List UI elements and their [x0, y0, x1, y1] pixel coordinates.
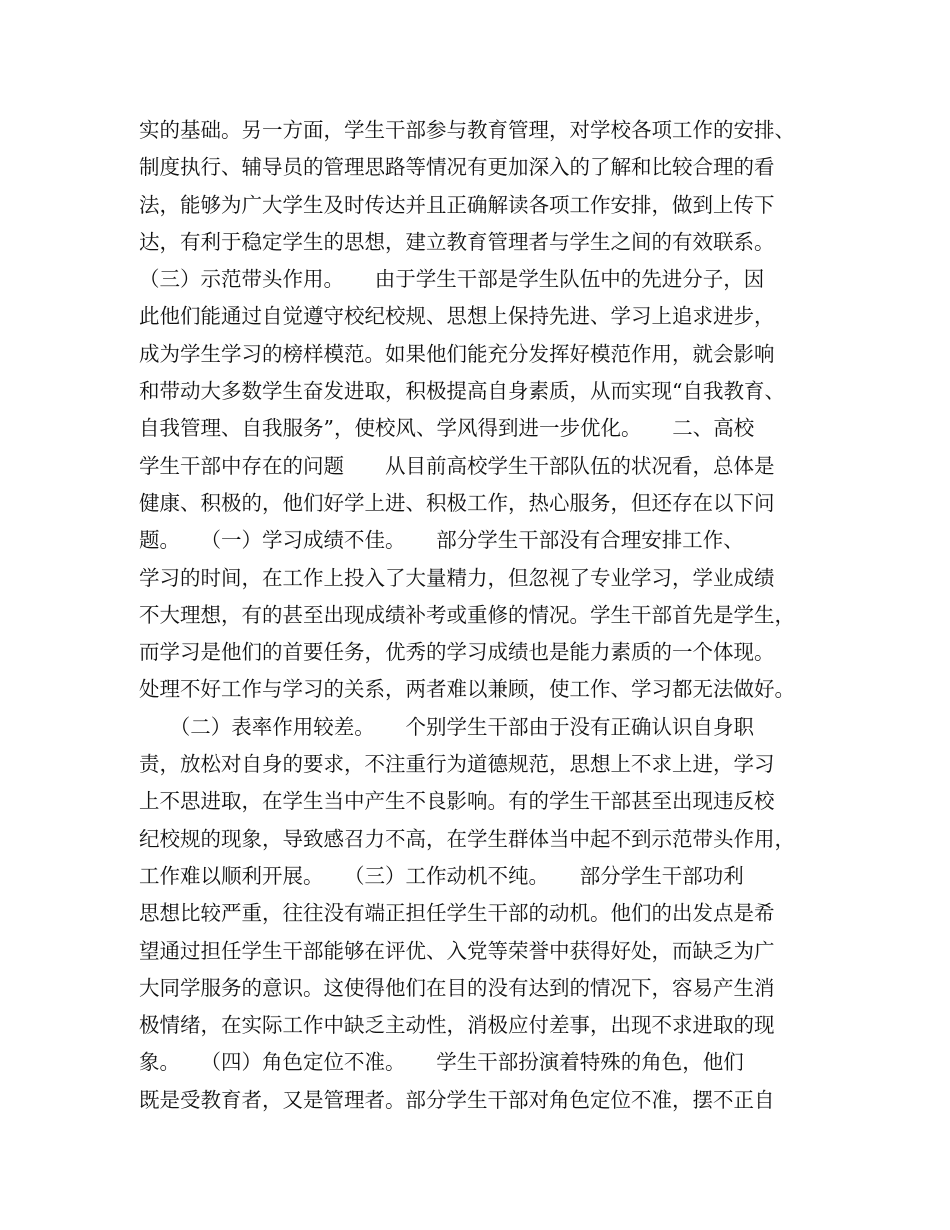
text-line: 望通过担任学生干部能够在评优、入党等荣誉中获得好处，而缺乏为广 — [139, 938, 775, 963]
text-line: 题。 （一）学习成绩不佳。 部分学生干部没有合理安排工作、 — [139, 528, 744, 553]
text-line: 实的基础。另一方面，学生干部参与教育管理，对学校各项工作的安排、 — [139, 118, 795, 142]
text-line: 健康、积极的，他们好学上进、积极工作，热心服务，但还存在以下问 — [139, 490, 775, 515]
text-line: 学习的时间，在工作上投入了大量精力，但忽视了专业学习，学业成绩 — [139, 565, 775, 590]
text-line: （三）示范带头作用。 由于学生干部是学生队伍中的先进分子，因 — [139, 267, 765, 292]
text-line: 大同学服务的意识。这使得他们在目的没有达到的情况下，容易产生消 — [139, 975, 775, 1000]
text-line: 达，有利于稳定学生的思想，建立教育管理者与学生之间的有效联系。 — [139, 229, 775, 254]
text-line: 工作难以顺利开展。 （三）工作动机不纯。 部分学生干部功利 — [139, 863, 744, 888]
text-line: 成为学生学习的榜样模范。如果他们能充分发挥好模范作用，就会影响 — [139, 341, 775, 366]
text-line: 处理不好工作与学习的关系，两者难以兼顾，使工作、学习都无法做好。 — [139, 677, 795, 702]
text-line: 责，放松对自身的要求，不注重行为道德规范，思想上不求上进，学习 — [139, 752, 775, 777]
text-line: 此他们能通过自觉遵守校纪校规、思想上保持先进、学习上追求进步， — [139, 304, 775, 329]
text-line: 制度执行、辅导员的管理思路等情况有更加深入的了解和比较合理的看 — [139, 155, 775, 180]
text-line: 思想比较严重，往往没有端正担任学生干部的动机。他们的出发点是希 — [139, 901, 775, 926]
text-line: 和带动大多数学生奋发进取，积极提高自身素质，从而实现“自我教育、 — [139, 379, 785, 404]
text-line: 学生干部中存在的问题 从目前高校学生干部队伍的状况看，总体是 — [139, 453, 775, 478]
text-line: （二）表率作用较差。 个别学生干部由于没有正确认识自身职 — [139, 714, 754, 739]
text-line: 上不思进取，在学生当中产生不良影响。有的学生干部甚至出现违反校 — [139, 789, 775, 814]
text-line: 不大理想，有的甚至出现成绩补考或重修的情况。学生干部首先是学生， — [139, 602, 795, 627]
text-line: 既是受教育者，又是管理者。部分学生干部对角色定位不准，摆不正自 — [139, 1087, 775, 1112]
text-line: 而学习是他们的首要任务，优秀的学习成绩也是能力素质的一个体现。 — [139, 640, 775, 665]
text-line: 自我管理、自我服务”，使校风、学风得到进一步优化。 二、高校 — [139, 416, 755, 441]
text-line: 纪校规的现象，导致感召力不高，在学生群体当中起不到示范带头作用， — [139, 826, 795, 851]
text-line: 极情绪，在实际工作中缺乏主动性，消极应付差事，出现不求进取的现 — [139, 1013, 775, 1038]
body-text — [139, 112, 829, 1119]
text-line: 象。 （四）角色定位不准。 学生干部扮演着特殊的角色，他们 — [139, 1050, 744, 1075]
text-line: 法，能够为广大学生及时传达并且正确解读各项工作安排，做到上传下 — [139, 192, 775, 217]
